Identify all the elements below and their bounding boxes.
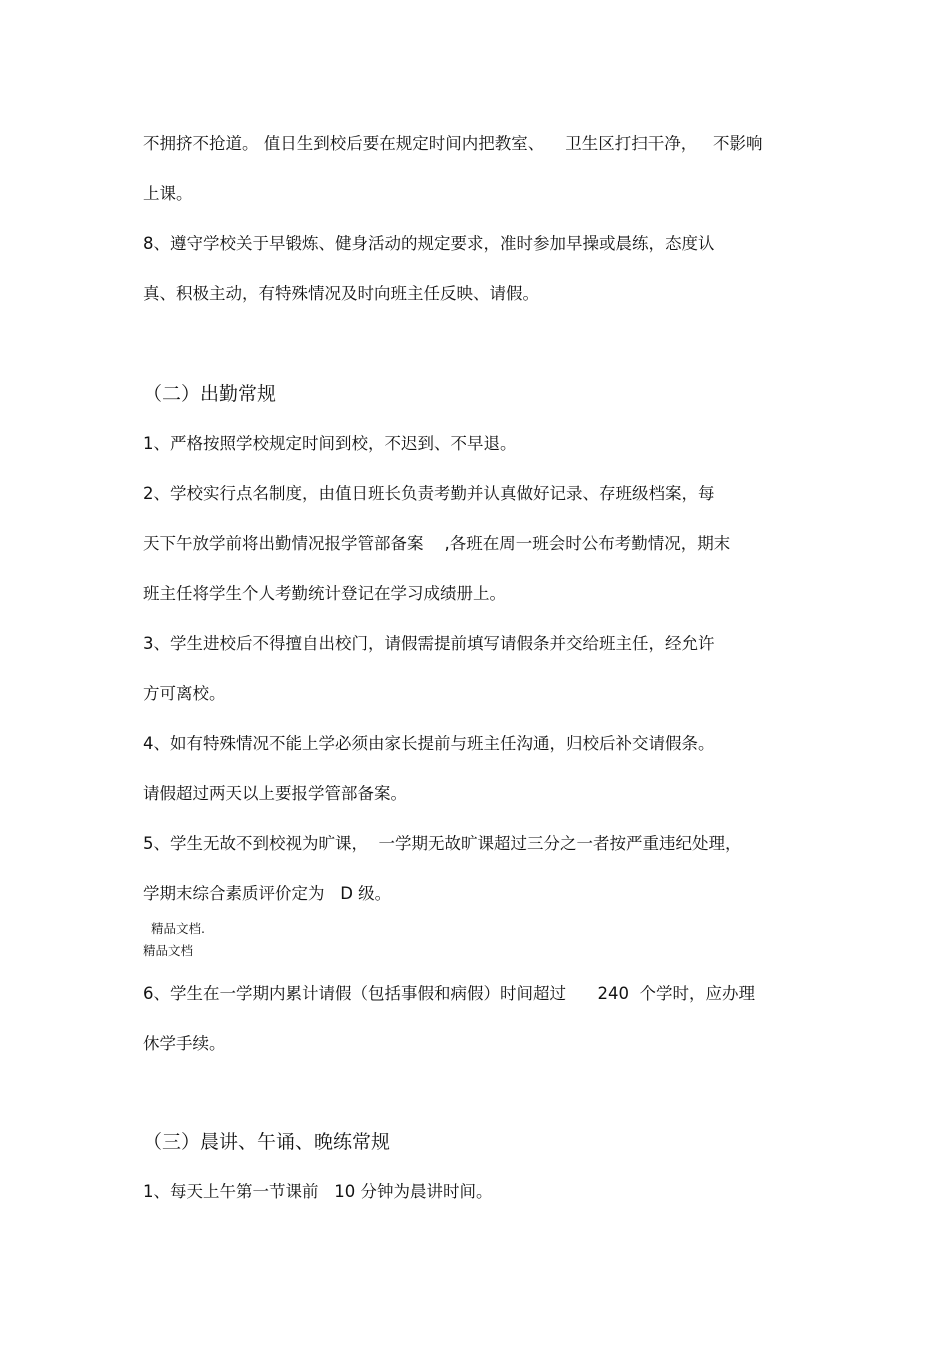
section-heading-attendance: （二）出勤常规: [143, 383, 277, 405]
watermark-header: 精品文档: [143, 943, 194, 958]
paragraph-line: 真、积极主动，有特殊情况及时向班主任反映、请假。: [143, 284, 539, 303]
paragraph-line: 休学手续。: [143, 1034, 226, 1053]
paragraph-line: 方可离校。: [143, 684, 226, 703]
paragraph-line: 不拥挤不抢道。 值日生到校后要在规定时间内把教室、 卫生区打扫干净， 不影响: [143, 134, 763, 153]
paragraph-line: 天下午放学前将出勤情况报学管部备案 ,各班在周一班会时公布考勤情况，期末: [143, 534, 731, 553]
paragraph-line: 2、学校实行点名制度，由值日班长负责考勤并认真做好记录、存班级档案，每: [143, 484, 715, 503]
paragraph-line: 8、遵守学校关于早锻炼、健身活动的规定要求，准时参加早操或晨练，态度认: [143, 234, 715, 253]
paragraph-line: 6、学生在一学期内累计请假（包括事假和病假）时间超过 240 个学时，应办理: [143, 984, 755, 1003]
paragraph-line: 请假超过两天以上要报学管部备案。: [143, 784, 407, 803]
watermark-footer: 精品文档.: [151, 921, 205, 936]
paragraph-line: 1、严格按照学校规定时间到校，不迟到、不早退。: [143, 434, 517, 453]
paragraph-line: 班主任将学生个人考勤统计登记在学习成绩册上。: [143, 584, 506, 603]
paragraph-line: 5、学生无故不到校视为旷课， 一学期无故旷课超过三分之一者按严重违纪处理，: [143, 834, 742, 853]
section-heading-morning-reading: （三）晨讲、午诵、晚练常规: [143, 1131, 391, 1153]
paragraph-line: 1、每天上午第一节课前 10 分钟为晨讲时间。: [143, 1182, 493, 1201]
paragraph-line: 上课。: [143, 184, 193, 203]
paragraph-line: 3、学生进校后不得擅自出校门，请假需提前填写请假条并交给班主任，经允许: [143, 634, 715, 653]
paragraph-line: 学期末综合素质评价定为 D 级。: [143, 884, 392, 903]
paragraph-line: 4、如有特殊情况不能上学必须由家长提前与班主任沟通，归校后补交请假条。: [143, 734, 715, 753]
